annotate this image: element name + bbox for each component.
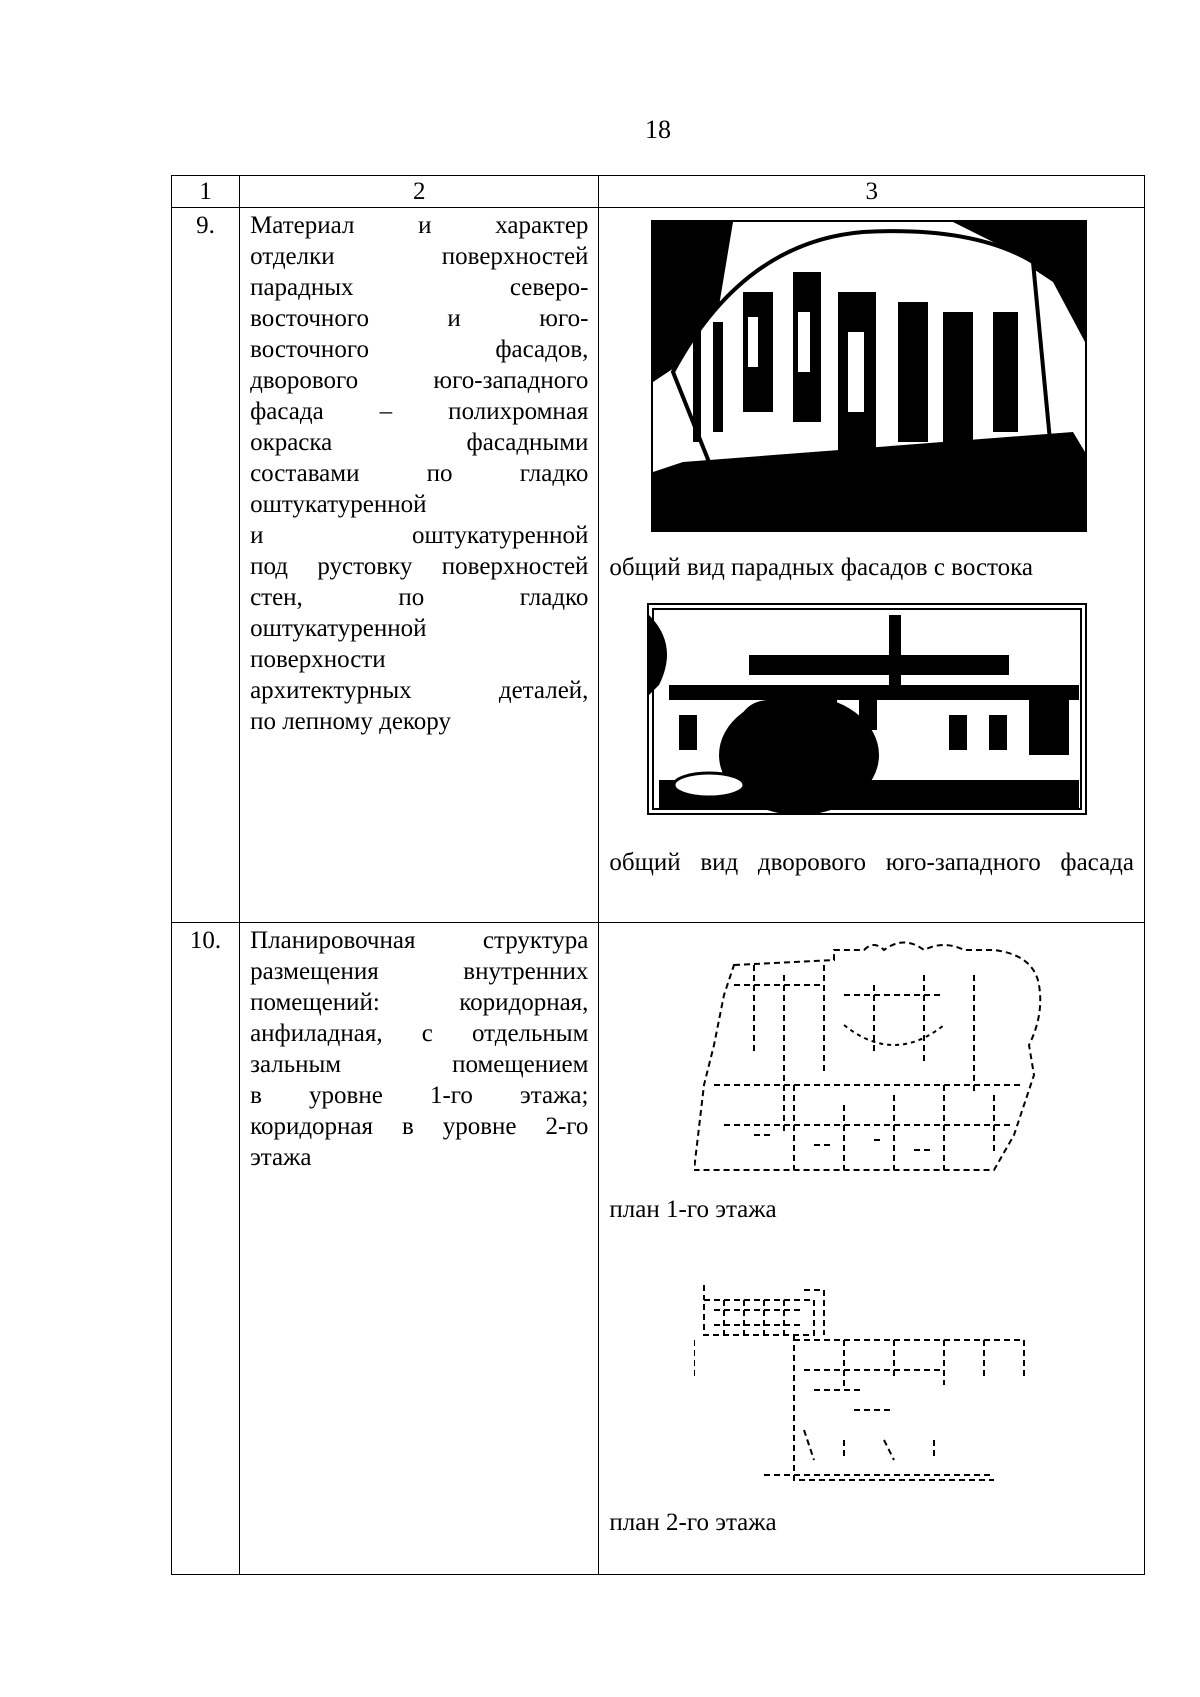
description-line: составами по гладко [250, 460, 589, 487]
description-line: размещения внутренних [250, 958, 589, 985]
building-facade-photo [651, 220, 1087, 532]
description-line: Планировочная структура [250, 927, 589, 954]
description-line: архитектурных деталей, [250, 677, 589, 704]
image-caption: общий вид дворового юго-западного фасада [609, 849, 1134, 876]
courtyard-facade-photo [647, 603, 1087, 815]
description-line: коридорная в уровне 2-го [250, 1113, 589, 1140]
description-line: и оштукатуренной [250, 522, 589, 549]
description-line: оштукатуренной [250, 615, 427, 642]
table-row [172, 208, 1145, 923]
description-line: дворового юго-западного [250, 367, 589, 394]
document-table [171, 175, 1145, 1575]
floor-plan-1 [694, 935, 1054, 1180]
description-line: оштукатуренной [250, 491, 427, 518]
description-line: зальным помещением [250, 1051, 589, 1078]
page-number: 18 [645, 115, 671, 144]
image-caption: план 2-го этажа [609, 1509, 777, 1536]
row-number: 10. [172, 923, 240, 1575]
image-caption: общий вид парадных фасадов с востока [609, 554, 1033, 581]
description-line: восточного фасадов, [250, 336, 589, 363]
row-description [240, 208, 599, 923]
description-line: по лепному декору [250, 708, 451, 735]
description-line: этажа [250, 1144, 312, 1171]
table-header-row [172, 176, 1145, 208]
header-cell-1: 1 [172, 176, 240, 208]
description-line: анфиладная, с отдельным [250, 1020, 589, 1047]
description-line: помещений: коридорная, [250, 989, 589, 1016]
row-illustrations [599, 923, 1145, 1575]
description-line: поверхности [250, 646, 386, 673]
header-cell-2: 2 [240, 176, 599, 208]
description-line: парадных северо- [250, 274, 589, 301]
description-line: Материал и характер [250, 212, 589, 239]
description-line: в уровне 1-го этажа; [250, 1082, 589, 1109]
description-line: под рустовку поверхностей [250, 553, 589, 580]
floor-plan-2 [694, 1270, 1054, 1485]
description-line: отделки поверхностей [250, 243, 589, 270]
row-number: 9. [172, 208, 240, 923]
table-row [172, 923, 1145, 1575]
row-illustrations [599, 208, 1145, 923]
description-line: стен, по гладко [250, 584, 589, 611]
header-cell-3: 3 [599, 176, 1145, 208]
description-line: фасада – полихромная [250, 398, 589, 425]
row-description [240, 923, 599, 1575]
image-caption: план 1-го этажа [609, 1196, 777, 1223]
description-line: восточного и юго- [250, 305, 589, 332]
description-line: окраска фасадными [250, 429, 589, 456]
